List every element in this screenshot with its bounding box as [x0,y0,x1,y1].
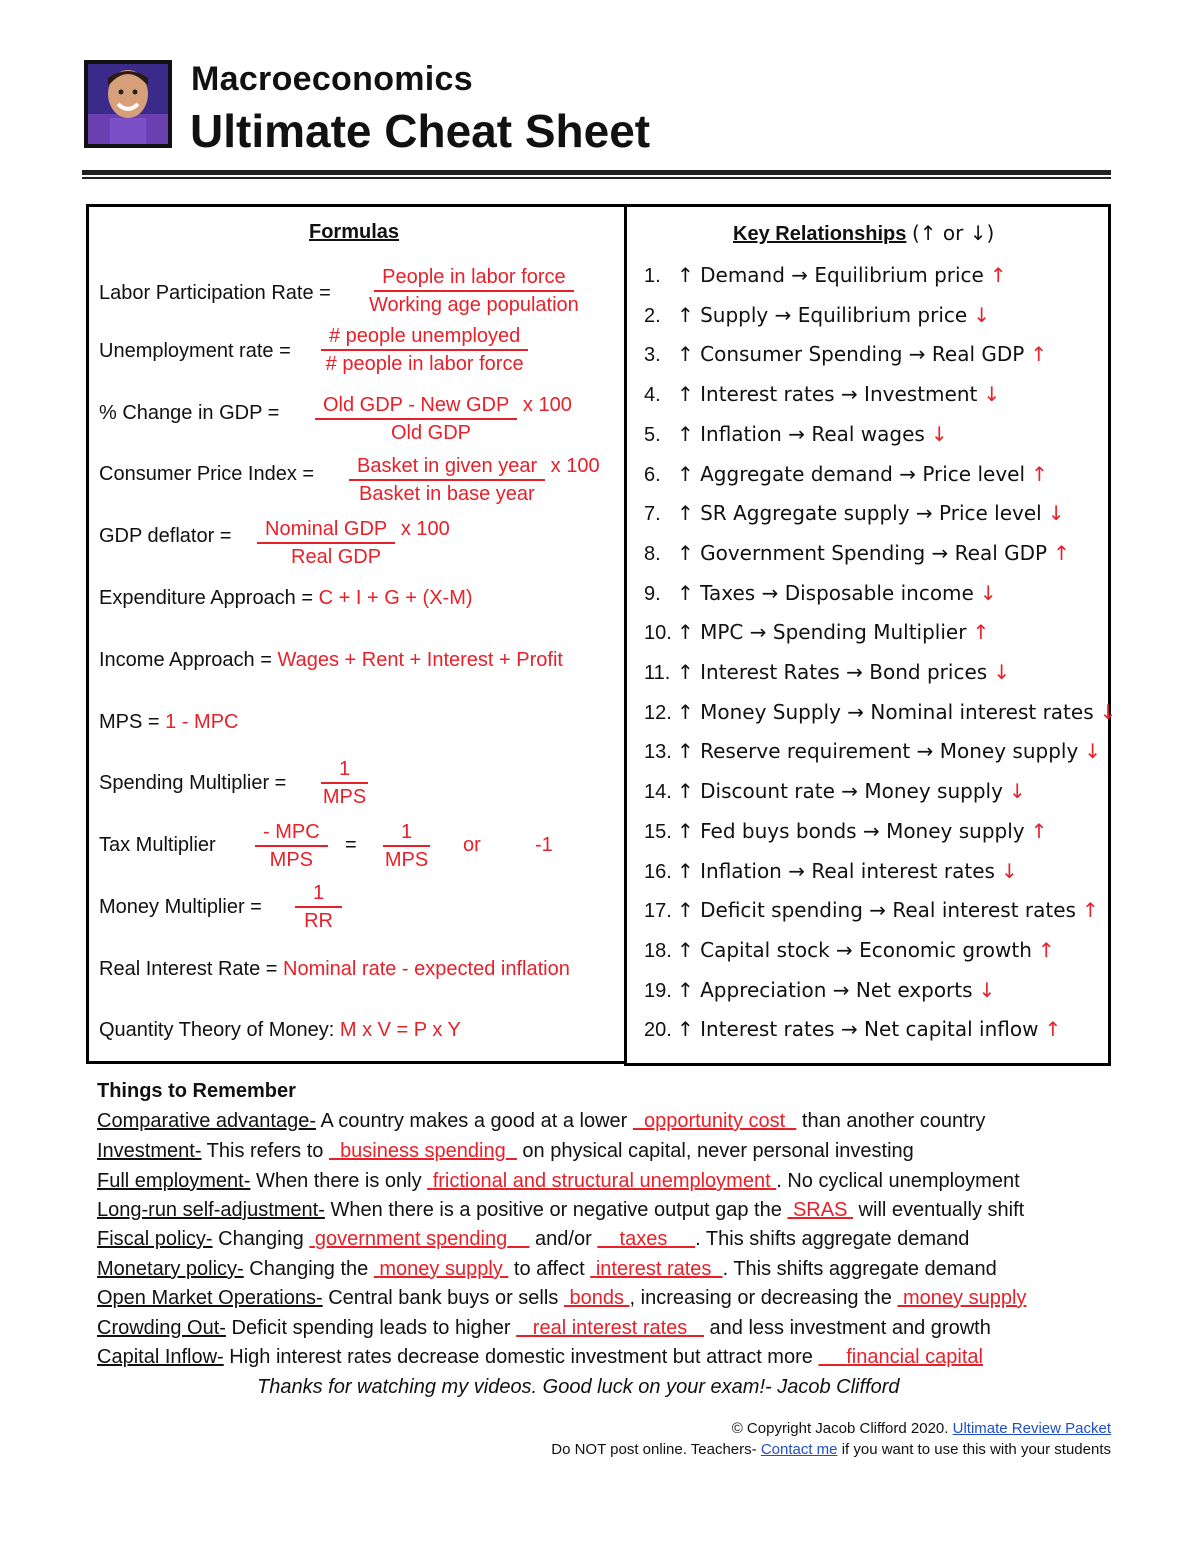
relationship-text: ↑ MPC → Spending Multiplier [677,620,967,645]
remember-monetary [97,1258,997,1281]
deflator-numerator: Nominal GDP [257,518,395,544]
unemployment-denominator: # people in labor force [325,353,524,375]
portrait-icon [88,64,168,144]
tax-multiplier-equals: = [345,834,357,856]
unemployment-label: Unemployment rate = [99,340,291,362]
relationship-item [644,382,1000,407]
up-arrow-icon: ↑ [1030,342,1048,367]
remember-comparative [97,1110,985,1133]
term-monetary: Monetary policy- [97,1258,244,1280]
cpi-label: Consumer Price Index = [99,463,315,485]
relationship-text: ↑ Appreciation → Net exports [677,977,973,1002]
relationship-text: ↑ Government Spending → Real GDP [677,540,1048,565]
relationship-number: 13. [644,741,672,764]
term-full-employment: Full employment- [97,1170,251,1192]
remember-long-run [97,1199,1024,1222]
text-segment: than another country [796,1110,986,1132]
relationship-item [644,859,1018,884]
up-arrow-icon: ↑ [1037,937,1055,962]
spending-multiplier-denominator: MPS [322,786,367,808]
answer-taxes [597,1228,695,1250]
relationship-text: ↑ Capital stock → Economic growth [677,937,1032,962]
cpi-denominator: Basket in base year [359,483,535,505]
cpi-numerator: Basket in given year [349,455,545,481]
remember-full-employment [97,1170,1020,1193]
formulas-panel [86,204,624,1064]
term-omo: Open Market Operations- [97,1287,323,1309]
gdp-change-denominator: Old GDP [391,422,472,444]
remember-fiscal [97,1228,969,1251]
relationship-item [644,342,1047,367]
up-arrow-icon: ↑ [1081,898,1099,923]
relationship-item [644,898,1099,923]
money-multiplier-numerator: 1 [295,882,342,908]
relationship-text: ↑ Interest rates → Investment [677,382,978,407]
mps-label: MPS = [99,711,160,733]
answer-text: taxes [619,1228,668,1250]
gdp-change-label: % Change in GDP = [99,402,280,424]
deflator-denominator: Real GDP [291,546,382,568]
term-comparative: Comparative advantage- [97,1110,317,1132]
answer-text: opportunity cost [644,1110,786,1132]
remember-investment [97,1140,914,1163]
deflator-multiplier: x 100 [400,518,450,540]
down-arrow-icon: ↓ [930,421,948,446]
answer-frictional-structural [427,1170,776,1192]
answer-sras [787,1199,853,1221]
answer-text: bonds [569,1287,624,1309]
answer-business-spending [329,1140,517,1162]
answer-government-spending [309,1228,529,1250]
page-subtitle: Ultimate Cheat Sheet [190,105,651,157]
relationship-number: 10. [644,622,672,645]
mps-row [99,711,238,734]
up-arrow-icon: ↑ [1053,540,1070,565]
labor-participation-denominator: Working age population [369,294,579,316]
text-segment: and less investment and growth [703,1317,991,1339]
up-arrow-icon: ↑ [1031,461,1048,486]
text-segment: Changing [212,1228,310,1250]
relationship-number: 17. [644,900,672,923]
tax-multiplier-denominator-a: MPS [269,849,313,871]
gdp-change-numerator: Old GDP - New GDP [315,394,517,420]
remember-omo [97,1287,1026,1310]
relationship-text: ↑ Money Supply → Nominal interest rates [677,699,1094,724]
text-segment: Changing the [243,1258,374,1280]
relationship-number: 11. [644,662,671,684]
text-segment: on physical capital, never personal investing [516,1140,914,1162]
notice-line [551,1441,1111,1458]
relationship-item [644,263,1007,288]
mps-value: 1 - MPC [165,711,239,733]
real-interest-label: Real Interest Rate = [99,958,278,980]
gdp-change-fraction [315,394,572,445]
relationship-text: ↑ Discount rate → Money supply [677,779,1003,804]
relationship-number: 19. [644,979,672,1002]
text-segment: will eventually shift [853,1199,1025,1221]
text-segment: A country makes a good at a lower [316,1110,633,1132]
up-arrow-icon: ↑ [1044,1017,1062,1042]
real-interest-row [99,958,570,981]
ultimate-review-packet-link[interactable]: Ultimate Review Packet [952,1420,1111,1437]
remember-title: Things to Remember [97,1080,296,1102]
spending-multiplier-fraction [321,758,368,809]
gdp-change-multiplier: x 100 [522,394,572,416]
term-investment: Investment- [97,1140,202,1162]
relationship-item [644,462,1048,487]
relationship-item [644,303,990,328]
answer-text: money supply [379,1258,503,1280]
answer-money-supply-omo [897,1287,1026,1309]
income-value: Wages + Rent + Interest + Profit [277,649,563,671]
text-segment: Deficit spending leads to higher [225,1317,517,1339]
up-arrow-icon: ↑ [1030,818,1048,843]
down-arrow-icon: ↓ [1099,699,1117,724]
money-multiplier-fraction [295,882,342,933]
expenditure-value: C + I + G + (X-M) [318,587,473,609]
relationships-heading-row [733,221,994,246]
deflator-fraction [257,518,450,569]
down-arrow-icon: ↓ [1000,858,1018,883]
term-capital-inflow: Capital Inflow- [97,1346,224,1368]
relationship-item [644,819,1047,844]
answer-bonds [564,1287,630,1309]
tax-multiplier-or: or [463,834,481,856]
tax-multiplier-fraction-a [255,821,328,872]
relationship-item [644,541,1070,566]
relationship-number: 6. [644,463,661,486]
relationships-heading: Key Relationships [733,223,907,245]
remember-section [97,1080,1117,1368]
notice-text-b: if you want to use this with your students [841,1441,1111,1458]
header-rule-thick [82,170,1111,175]
down-arrow-icon: ↓ [1084,739,1102,764]
down-arrow-icon: ↓ [993,660,1010,684]
relationship-number: 5. [644,423,661,446]
header-rule-thin [82,177,1111,179]
cpi-multiplier: x 100 [550,455,600,477]
relationship-item [644,660,1010,685]
relationship-text: ↑ Consumer Spending → Real GDP [677,342,1025,367]
text-segment: . No cyclical unemployment [776,1170,1020,1192]
qtm-label: Quantity Theory of Money: [99,1019,335,1041]
qtm-value: M x V = P x Y [339,1019,461,1041]
relationship-number: 12. [644,701,672,724]
answer-text: real interest rates [532,1317,688,1339]
relationship-text: ↑ Interest rates → Net capital inflow [677,1017,1039,1042]
relationship-item [644,581,997,606]
tax-multiplier-numerator-b: 1 [383,821,430,847]
relationship-number: 9. [644,582,661,605]
relationship-number: 8. [644,542,661,565]
notice-text-a: Do NOT post online. Teachers- [551,1441,757,1458]
unemployment-numerator: # people unemployed [321,325,528,351]
expenditure-row [99,587,473,610]
text-segment: When there is only [250,1170,428,1192]
relationship-number: 7. [644,503,661,526]
answer-text: financial capital [846,1346,983,1368]
text-segment: . This shifts aggregate demand [695,1228,970,1250]
answer-interest-rates [590,1258,722,1280]
down-arrow-icon: ↓ [979,580,997,605]
deflator-label: GDP deflator = [99,525,232,547]
text-segment: When there is a positive or negative output gap the [324,1199,788,1221]
up-arrow-icon: ↑ [972,620,990,645]
copyright-line [732,1420,1111,1437]
answer-opportunity-cost [633,1110,796,1132]
down-arrow-icon: ↓ [1047,501,1065,526]
expenditure-label: Expenditure Approach = [99,587,314,609]
answer-text: SRAS [792,1199,848,1221]
answer-text: money supply [903,1287,1027,1309]
tax-multiplier-fraction-b [383,821,430,872]
relationship-text: ↑ Taxes → Disposable income [677,580,974,605]
tax-multiplier-alt: -1 [535,834,553,856]
money-multiplier-denominator: RR [304,910,333,932]
answer-financial-capital [818,1346,983,1368]
answer-text: business spending [340,1140,506,1162]
answer-text: interest rates [595,1258,712,1280]
term-crowding: Crowding Out- [97,1317,226,1339]
relationship-text: ↑ SR Aggregate supply → Price level [677,501,1042,526]
relationship-item [644,700,1116,725]
tax-multiplier-numerator-a: - MPC [255,821,328,847]
relationship-item [644,620,989,645]
spending-multiplier-label: Spending Multiplier = [99,772,287,794]
relationship-text: ↑ Supply → Equilibrium price [677,302,968,327]
relationship-number: 2. [644,304,661,327]
relationship-item [644,422,948,447]
down-arrow-icon: ↓ [1008,779,1026,804]
term-fiscal: Fiscal policy- [97,1228,213,1250]
copyright-text: © Copyright Jacob Clifford 2020. [731,1420,949,1437]
text-segment: and/or [529,1228,598,1250]
down-arrow-icon: ↓ [973,302,990,327]
relationship-item [644,1017,1061,1042]
relationship-number: 16. [644,860,672,883]
labor-participation-fraction [369,266,579,317]
relationship-number: 18. [644,939,672,962]
relationship-text: ↑ Inflation → Real wages [677,421,925,446]
relationship-number: 15. [644,820,672,843]
page-title: Macroeconomics [191,60,473,98]
relationship-text: ↑ Aggregate demand → Price level [677,461,1026,486]
relationship-item [644,978,995,1003]
remember-capital-inflow [97,1346,983,1369]
money-multiplier-label: Money Multiplier = [99,896,262,918]
qtm-row [99,1019,461,1042]
tax-multiplier-label: Tax Multiplier [99,834,216,856]
answer-money-supply [374,1258,509,1280]
real-interest-value: Nominal rate - expected inflation [283,958,570,980]
relationship-text: ↑ Reserve requirement → Money supply [677,739,1079,764]
relationship-number: 4. [644,384,661,407]
relationship-number: 1. [644,265,661,287]
tax-multiplier-denominator-b: MPS [384,849,429,871]
text-segment: , increasing or decreasing the [629,1287,898,1309]
thanks-note: Thanks for watching my videos. Good luck on your exam!- Jacob Clifford [257,1376,900,1398]
remember-crowding [97,1317,991,1340]
labor-participation-numerator: People in labor force [374,266,573,292]
text-segment: This refers to [201,1140,329,1162]
term-long-run: Long-run self-adjustment- [97,1199,325,1221]
spending-multiplier-numerator: 1 [321,758,368,784]
text-segment: . This shifts aggregate demand [722,1258,997,1280]
text-segment: to affect [508,1258,591,1280]
down-arrow-icon: ↓ [978,977,996,1002]
formulas-heading: Formulas [309,221,400,243]
income-row [99,649,563,672]
text-segment: Central bank buys or sells [322,1287,564,1309]
up-arrow-icon: ↑ [989,263,1007,287]
relationship-number: 14. [644,781,672,804]
answer-text: government spending [314,1228,508,1250]
relationship-text: ↑ Inflation → Real interest rates [677,858,995,883]
relationship-number: 20. [644,1019,672,1042]
answer-real-interest-rates [516,1317,704,1339]
relationships-panel [624,204,1117,1066]
labor-participation-label: Labor Participation Rate = [99,282,331,304]
relationships-heading-note: (↑ or ↓) [911,221,995,245]
relationship-text: ↑ Demand → Equilibrium price [677,263,984,287]
income-label: Income Approach = [99,649,272,671]
relationship-text: ↑ Deficit spending → Real interest rates [677,898,1076,923]
unemployment-fraction [321,325,528,376]
down-arrow-icon: ↓ [983,382,1001,407]
relationship-item [644,779,1026,804]
relationship-text: ↑ Fed buys bonds → Money supply [677,818,1025,843]
relationship-item [644,501,1065,526]
contact-me-link[interactable]: Contact me [760,1441,838,1458]
text-segment: High interest rates decrease domestic investment but attract more [223,1346,819,1368]
relationship-text: ↑ Interest Rates → Bond prices [677,660,988,684]
relationship-number: 3. [644,344,661,367]
cpi-fraction [349,455,600,506]
answer-text: frictional and structural unemployment [432,1170,771,1192]
relationship-item [644,739,1101,764]
author-portrait-image [84,60,172,148]
relationship-item [644,938,1055,963]
